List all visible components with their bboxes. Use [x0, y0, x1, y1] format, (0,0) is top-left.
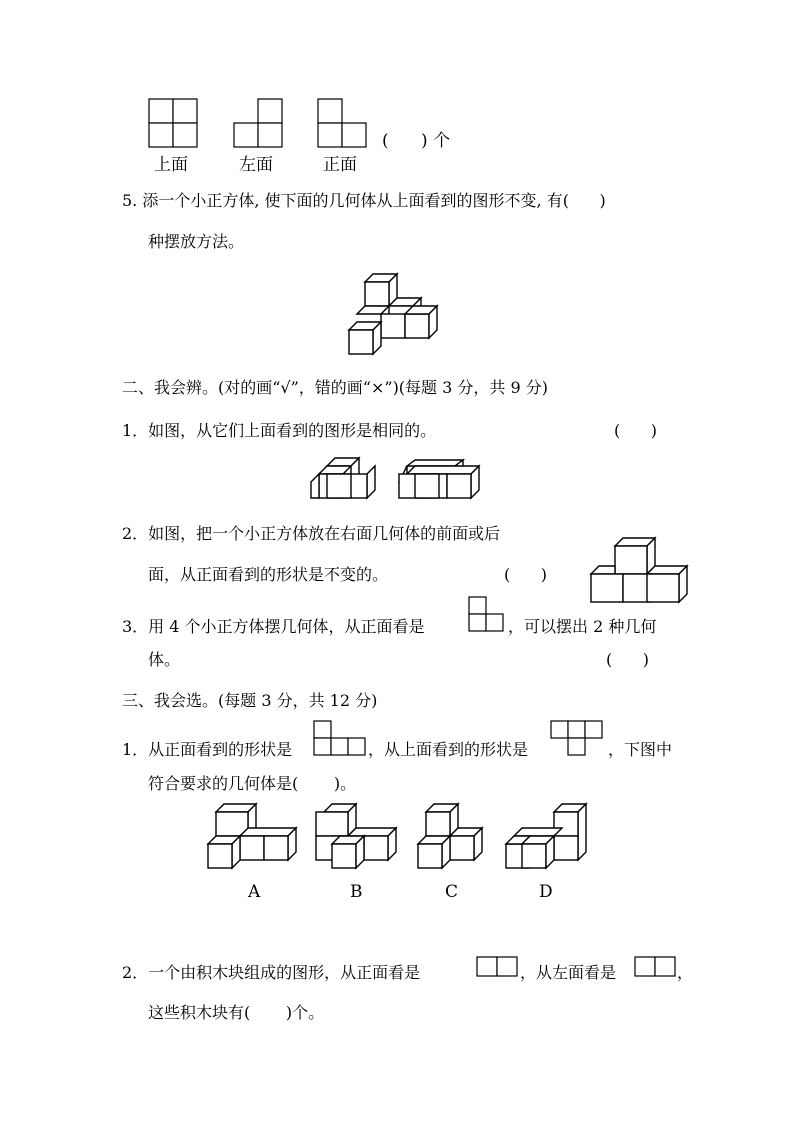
option-d-label: D [539, 882, 553, 902]
s2-q2-line2: 面，从正面看到的形状是不变的。 [148, 565, 389, 584]
q5-cube-figure [348, 268, 443, 358]
option-b-label: B [350, 882, 363, 902]
option-c-label: C [445, 882, 459, 902]
s3-q1-pre: 1．从正面看到的形状是 [122, 740, 293, 759]
front-view-figure [317, 98, 369, 150]
left-view-figure [233, 98, 285, 150]
option-a-figure [207, 804, 302, 874]
s2-q3-line2: 体。 [148, 650, 181, 669]
q5-line2: 种摆放方法。 [148, 232, 245, 251]
option-a-label: A [248, 882, 261, 902]
section2-heading: 二、我会辨。(对的画“√”，错的画“×”)(每题 3 分，共 9 分) [122, 378, 548, 397]
s2-q1-figure-left [310, 452, 380, 502]
s3-q1-line2: 符合要求的几何体是( )。 [148, 774, 357, 793]
s3-q2-mid: ，从左面看是 [520, 963, 617, 982]
s3-q2-pre: 2．一个由积木块组成的图形，从正面看是 [122, 963, 421, 982]
s2-q3-post: ，可以摆出 2 种几何 [508, 617, 657, 636]
s2-q3-pre: 3．用 4 个小正方体摆几何体，从正面看是 [122, 617, 425, 636]
option-d-figure [505, 804, 595, 874]
s2-q1-text: 1．如图，从它们上面看到的图形是相同的。 [122, 421, 437, 440]
s3-q1-post: ，下图中 [608, 740, 673, 759]
s2-q2-line1: 2．如图，把一个小正方体放在右面几何体的前面或后 [122, 524, 501, 543]
views-answer-blank: ( ) 个 [382, 131, 451, 151]
s3-q2-left-view-icon [634, 956, 676, 978]
s3-q1-top-view-icon [550, 720, 605, 758]
s3-q2-post: ， [677, 963, 694, 982]
s2-q3-paren: ( ) [606, 650, 649, 669]
s2-q1-paren: ( ) [614, 421, 657, 440]
s2-q1-figure-right [398, 460, 488, 505]
s2-q2-figure [590, 536, 690, 606]
s3-q2-front-view-icon [476, 956, 518, 978]
s2-q3-front-view-icon [468, 596, 508, 632]
s3-q1-mid: ，从上面看到的形状是 [368, 740, 529, 759]
view-label-left: 左面 [239, 155, 273, 175]
s3-q2-line2: 这些积木块有( )个。 [148, 1003, 325, 1022]
s2-q2-paren: ( ) [504, 565, 547, 584]
section3-heading: 三、我会选。(每题 3 分，共 12 分) [122, 691, 378, 710]
q5-line1: 5. 添一个小正方体, 使下面的几何体从上面看到的图形不变, 有( ) [122, 191, 606, 210]
view-label-front: 正面 [323, 155, 357, 175]
option-c-figure [417, 804, 487, 874]
s3-q1-front-view-icon [313, 720, 368, 758]
view-label-top: 上面 [154, 155, 188, 175]
top-view-figure [148, 98, 200, 150]
option-b-figure [315, 804, 410, 874]
